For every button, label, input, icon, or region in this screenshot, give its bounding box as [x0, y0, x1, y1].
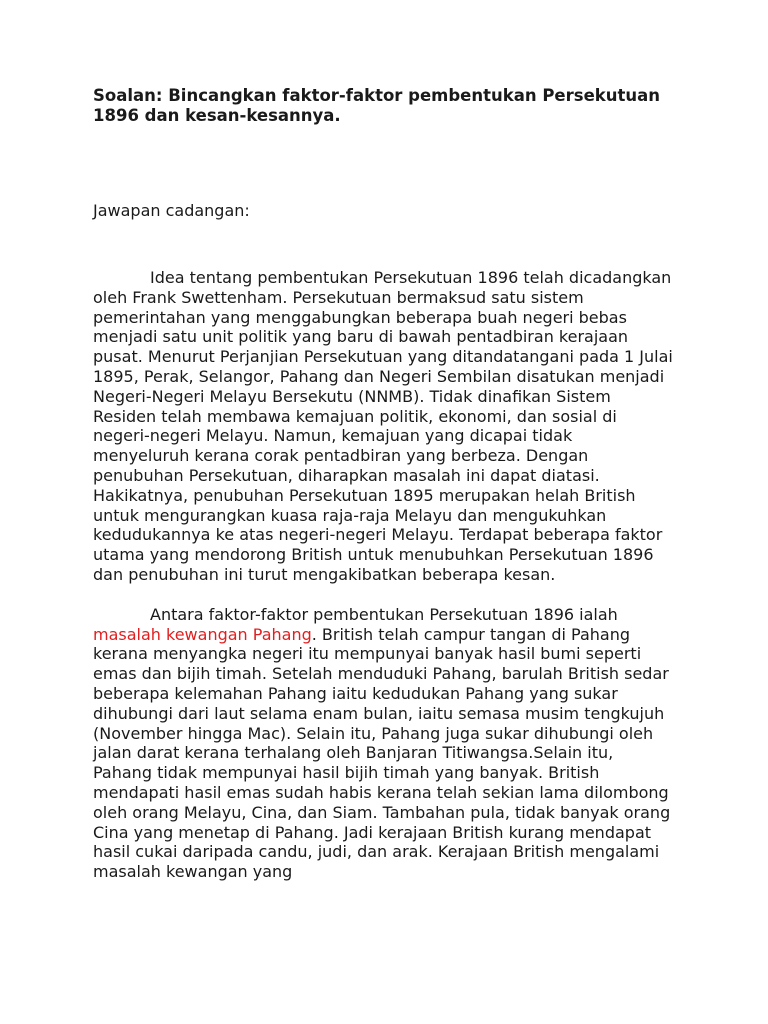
question-heading: Soalan: Bincangkan faktor-faktor pembentukan Persekutuan 1896 dan kesan-kesannya. — [93, 86, 661, 125]
paragraph-pahang — [93, 605, 673, 882]
paragraph-pahang-intro: Antara faktor-faktor pembentukan Persekutuan 1896 ialah — [150, 604, 618, 624]
highlighted-term: masalah kewangan Pahang — [93, 624, 312, 644]
answer-label: Jawapan cadangan: — [93, 201, 250, 220]
paragraph-intro: Idea tentang pembentukan Persekutuan 1896 telah dicadangkan oleh Frank Swettenham. Persekutuan bermaksud satu sistem pemerintahan yang menggabungkan beberapa buah negeri bebas menjadi satu unit politik yang baru di bawah pentadbiran kerajaan pusat. Menurut Perjanjian Persekutuan yang ditandatangani pada 1 Julai 1895, Perak, Selangor, Pahang dan Negeri Sembilan disatukan menjadi Negeri-Negeri Melayu Bersekutu (NNMB). Tidak dinafikan Sistem Residen telah membawa kemajuan politik, ekonomi, dan sosial di negeri-negeri Melayu. Namun, kemajuan yang dicapai tidak menyeluruh kerana corak pentadbiran yang berbeza. Dengan penubuhan Persekutuan, diharapkan masalah ini dapat diatasi. Hakikatnya, penubuhan Persekutuan 1895 merupakan helah British untuk mengurangkan kuasa raja-raja Melayu dan mengukuhkan kedudukannya ke atas negeri-negeri Melayu. Terdapat beberapa faktor utama yang mendorong British untuk menubuhkan Persekutuan 1896 dan penubuhan ini turut mengakibatkan beberapa kesan. — [93, 268, 673, 584]
document-page — [93, 86, 673, 882]
paragraph-pahang-rest: . British telah campur tangan di Pahang kerana menyangka negeri itu mempunyai banyak hasil bumi seperti emas dan bijih timah. Setelah menduduki Pahang, barulah British sedar beberapa kelemahan Pahang iaitu kedudukan Pahang yang sukar dihubungi dari laut selama enam bulan, iaitu semasa musim tengkujuh (November hingga Mac). Selain itu, Pahang juga sukar dihubungi oleh jalan darat kerana terhalang oleh Banjaran Titiwangsa.Selain itu, Pahang tidak mempunyai hasil bijih timah yang banyak. British mendapati hasil emas sudah habis kerana telah sekian lama dilombong oleh orang Melayu, Cina, dan Siam. Tambahan pula, tidak banyak orang Cina yang menetap di Pahang. Jadi kerajaan British kurang mendapat hasil cukai daripada candu, judi, dan arak. Kerajaan British mengalami masalah kewangan yang — [93, 624, 671, 882]
